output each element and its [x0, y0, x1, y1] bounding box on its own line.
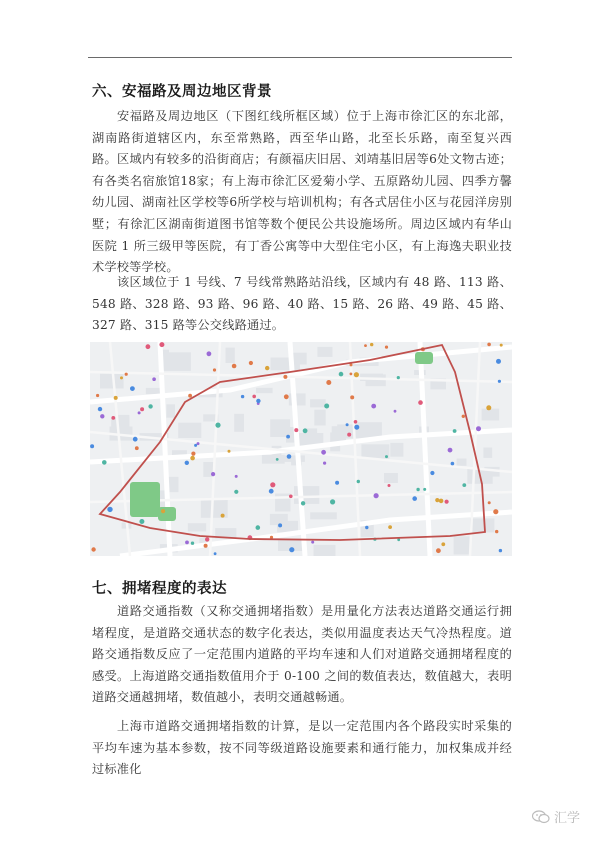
map-poi-marker [350, 395, 354, 399]
map-poi-marker [499, 549, 502, 552]
map-poi-marker [191, 452, 195, 456]
map-poi-marker [289, 495, 293, 499]
map-poi-marker [430, 471, 434, 475]
map-park [130, 482, 160, 517]
map-poi-marker [207, 351, 212, 356]
map-park [415, 352, 433, 364]
map-poi-marker [284, 394, 289, 399]
map-poi-marker [476, 426, 481, 431]
map-poi-marker [354, 372, 359, 377]
map-poi-marker [445, 500, 449, 504]
map-poi-marker [215, 423, 220, 428]
map-poi-marker [228, 450, 231, 453]
map-poi-marker [159, 342, 164, 347]
map-block [314, 410, 325, 426]
map-poi-marker [397, 376, 400, 379]
map-poi-marker [100, 414, 104, 418]
map-poi-marker [498, 380, 501, 383]
source-watermark [532, 807, 580, 826]
map-poi-marker [135, 446, 139, 450]
map-poi-marker [388, 525, 392, 529]
map-poi-marker [496, 359, 501, 364]
map-poi-marker [140, 407, 144, 411]
map-poi-marker [191, 542, 194, 545]
map-poi-marker [439, 499, 444, 504]
map-poi-marker [441, 542, 445, 546]
map-poi-marker [335, 481, 339, 485]
map-poi-marker [346, 423, 349, 426]
map-poi-marker [323, 462, 326, 465]
map-poi-marker [90, 444, 94, 448]
map-poi-marker [194, 444, 197, 447]
section-heading-6: 六、安福路及周边地区背景 [92, 84, 272, 100]
map-block [310, 512, 337, 519]
map-poi-marker [130, 386, 135, 391]
map-poi-marker [311, 541, 314, 544]
map-poi-marker [256, 399, 260, 403]
map-poi-marker [139, 519, 144, 524]
map-poi-marker [412, 496, 417, 501]
map-poi-marker [364, 344, 367, 347]
map-block [256, 388, 273, 393]
map-poi-marker [371, 404, 376, 409]
map-block [470, 518, 494, 532]
map-poi-marker [98, 407, 102, 411]
map-poi-marker [354, 420, 358, 424]
map-poi-marker [301, 501, 305, 505]
map-poi-marker [204, 544, 208, 548]
map-poi-marker [107, 507, 112, 512]
map-block [390, 443, 403, 457]
map-block [314, 545, 336, 556]
map-poi-marker [265, 366, 269, 370]
map-poi-marker [278, 523, 282, 527]
map-block [162, 352, 191, 371]
map-poi-marker [114, 396, 118, 400]
map-poi-marker [197, 442, 200, 445]
map-block [454, 536, 470, 554]
map-poi-marker [374, 493, 379, 498]
map-poi-marker [283, 375, 287, 379]
map-poi-marker [330, 499, 335, 504]
map-poi-marker [487, 343, 491, 347]
map-poi-marker [185, 541, 189, 545]
map-block [482, 409, 500, 421]
map-poi-marker [256, 525, 261, 530]
map-block [166, 404, 175, 417]
map-poi-marker [269, 489, 274, 494]
section-heading-7: 七、拥堵程度的表达 [92, 581, 227, 597]
map-poi-marker [385, 346, 388, 349]
map-poi-marker [232, 364, 237, 369]
map-poi-marker [462, 483, 466, 487]
map-park [158, 507, 176, 521]
map-poi-marker [252, 395, 256, 399]
section6-paragraph-2: 该区域位于 1 号线、7 号线常熟路站沿线，区域内有 48 路、113 路、548 路、328 路、93 路、96 路、40 路、15 路、26 路、49 路、45 路、327 路、315 路等公交线路通过。 [92, 275, 512, 333]
map-poi-marker [339, 372, 344, 377]
map-block [317, 347, 332, 357]
map-poi-marker [354, 425, 359, 430]
map-poi-marker [486, 405, 491, 410]
map-poi-marker [111, 416, 115, 420]
map-block [234, 414, 244, 432]
map-poi-marker [205, 537, 209, 541]
map-poi-marker [276, 458, 279, 461]
map-poi-marker [493, 509, 498, 514]
map-block [384, 473, 398, 483]
map-poi-marker [495, 530, 498, 533]
map-poi-marker [213, 368, 216, 371]
map-poi-marker [347, 433, 351, 437]
map-poi-marker [188, 394, 192, 398]
map-poi-marker [146, 344, 151, 349]
map-poi-marker [350, 373, 353, 376]
map-block [270, 419, 290, 437]
map-poi-marker [120, 376, 123, 379]
map-poi-marker [286, 435, 290, 439]
header-rule [88, 57, 512, 58]
map-poi-marker [148, 404, 152, 408]
map-poi-marker [152, 377, 156, 381]
map-poi-marker [423, 488, 426, 491]
map-poi-marker [190, 456, 195, 461]
area-map [90, 342, 512, 556]
map-poi-marker [436, 548, 441, 553]
watermark-text: 汇学 [554, 811, 581, 826]
map-poi-marker [303, 428, 308, 433]
map-poi-marker [125, 373, 128, 376]
map-block [100, 374, 124, 389]
map-block [178, 423, 201, 438]
map-poi-marker [221, 514, 225, 518]
section7-paragraph-2: 上海市道路交通拥堵指数的计算，是以一定范围内各个路段实时采集的平均车速为基本参数，按不同等级道路设施要素和通行能力，加权集成并经过标准化 [92, 719, 512, 777]
map-poi-marker [289, 547, 294, 552]
map-poi-marker [357, 480, 360, 483]
map-block [457, 459, 467, 466]
map-poi-marker [161, 509, 165, 513]
map-poi-marker [214, 552, 217, 555]
map-poi-marker [294, 428, 298, 432]
wechat-icon [532, 810, 550, 824]
section7-paragraph-1: 道路交通指数（又称交通拥堵指数）是用量化方法表达道路交通运行拥堵程度，是道路交通状态的数字化表达，类似用温度表达天气冷热程度。道路交通指数反应了一定范围内道路的平均车速和人们对道路交通拥堵程度的感受。上海道路交通指数值用介于 0-100 之间的数值表达，数值越大，表明道路交通越拥堵，数值越小，表明交通越畅通。 [92, 604, 512, 705]
map-block [188, 523, 206, 531]
map-poi-marker [138, 411, 141, 414]
map-poi-marker [462, 415, 465, 418]
map-poi-marker [416, 488, 419, 491]
map-block [226, 348, 235, 363]
map-poi-marker [324, 404, 329, 409]
map-poi-marker [270, 482, 275, 487]
map-poi-marker [321, 450, 326, 455]
map-poi-marker [133, 437, 138, 442]
map-poi-marker [488, 501, 491, 504]
map-poi-marker [451, 462, 455, 466]
map-block [357, 422, 382, 438]
map-poi-marker [91, 547, 95, 551]
map-poi-marker [211, 472, 215, 476]
map-poi-marker [435, 498, 439, 502]
map-poi-marker [96, 394, 99, 397]
map-poi-marker [102, 460, 107, 465]
map-poi-marker [500, 344, 503, 347]
map-poi-marker [235, 475, 238, 478]
map-block [310, 399, 326, 407]
map-poi-marker [453, 429, 457, 433]
map-poi-marker [241, 395, 244, 398]
map-poi-marker [418, 400, 423, 405]
map-poi-marker [185, 461, 189, 465]
map-poi-marker [234, 490, 238, 494]
map-block [271, 358, 300, 371]
map-poi-marker [365, 526, 368, 529]
map-poi-marker [326, 380, 331, 385]
map-poi-marker [249, 361, 253, 365]
map-poi-marker [448, 448, 453, 453]
section6-paragraph-1: 安福路及周边地区（下图红线所框区域）位于上海市徐汇区的东北部，湖南路街道辖区内，东至常熟路，西至华山路，北至长乐路，南至复兴西路。区域内有较多的沿街商店；有颜福庆旧居、刘靖基旧居等6处文物古迹；有各类名宿旅馆18家；有上海市徐汇区爱菊小学、五原路幼儿园、四季方馨幼儿园、湖南社区学校等6所学校与培训机构；有各式居住小区与花园洋房别墅；有徐汇区湖南街道图书馆等数个便民公共设施场所。周边区域内有华山医院 1 所三级甲等医院，有丁香公寓等中大型住宅小区，有上海逸夫职业技术学校等学校。 [92, 109, 512, 275]
map-poi-marker [394, 410, 397, 413]
map-poi-marker [287, 454, 292, 459]
map-poi-marker [385, 455, 388, 458]
map-block [483, 448, 492, 458]
map-poi-marker [370, 343, 373, 346]
map-poi-marker [388, 484, 391, 487]
